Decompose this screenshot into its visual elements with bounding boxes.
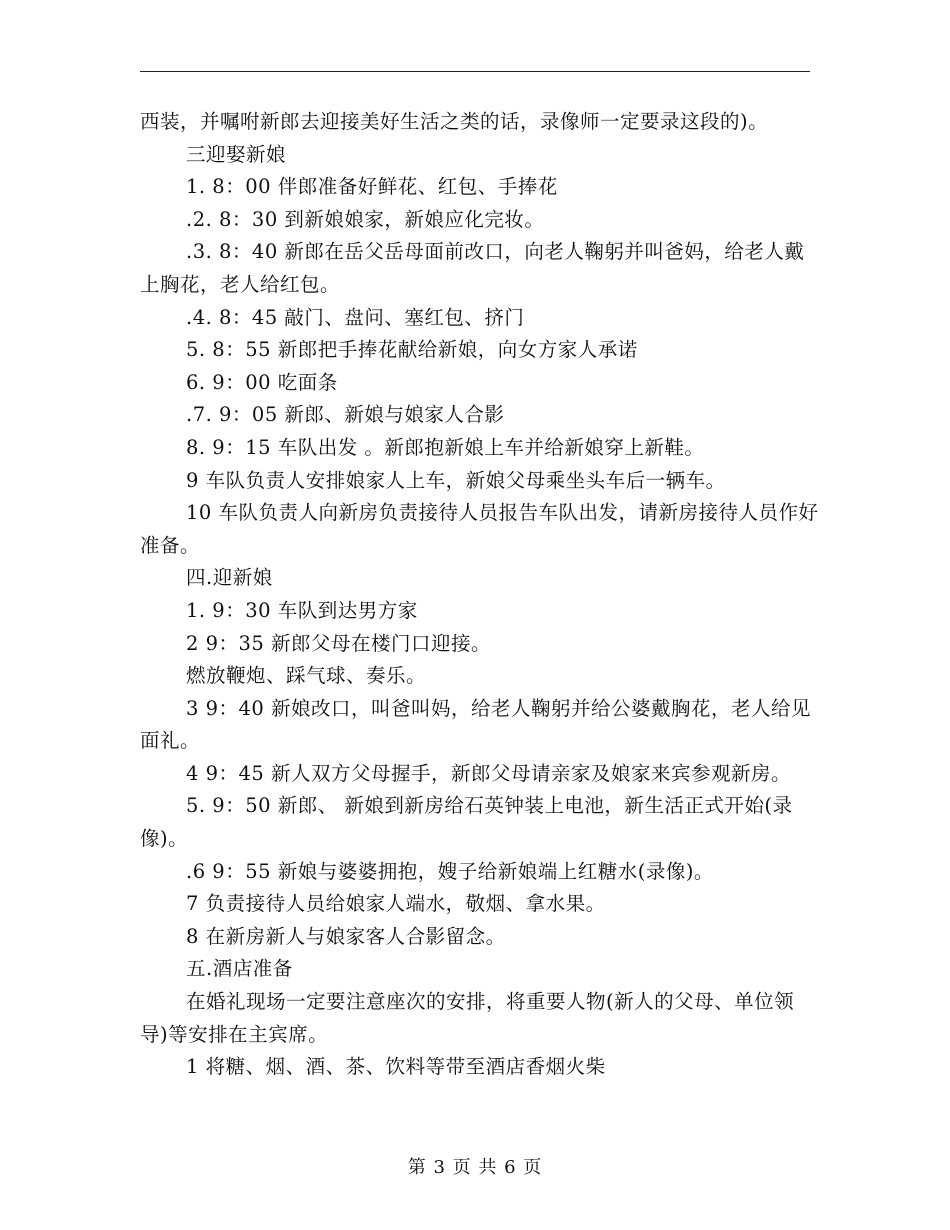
paragraph: 2 9：35 新郎父母在楼门口迎接。 (186, 631, 492, 655)
paragraph: 5. 9：50 新郎、 新娘到新房给石英钟装上电池，新生活正式开始(录像)。 (140, 794, 793, 851)
document-body (140, 106, 820, 1084)
paragraph: 5. 8：55 新郎把手捧花献给新娘，向女方家人承诺 (186, 338, 638, 362)
paragraph: 四.迎新娘 (186, 566, 273, 590)
paragraph: .3. 8：40 新郎在岳父岳母面前改口，向老人鞠躬并叫爸妈，给老人戴上胸花，老人给红包。 (140, 240, 805, 296)
paragraph: 7 负责接待人员给娘家人端水，敬烟、拿水果。 (186, 892, 606, 916)
paragraph: .7. 9：05 新郎、新娘与娘家人合影 (186, 403, 505, 427)
paragraph: 三迎娶新娘 (186, 142, 287, 166)
paragraph: 西装，并嘱咐新郎去迎接美好生活之类的话，录像师一定要录这段的)。 (140, 110, 769, 133)
paragraph: 1 将糖、烟、酒、茶、饮料等带至酒店香烟火柴 (186, 1055, 606, 1079)
paragraph: 在婚礼现场一定要注意座次的安排，将重要人物(新人的父母、单位领导)等安排在主宾席。 (140, 990, 795, 1046)
paragraph: 燃放鞭炮、踩气球、奏乐。 (186, 664, 427, 688)
paragraph: 8. 9：15 车队出发 。新郎抱新娘上车并给新娘穿上新鞋。 (186, 435, 705, 459)
paragraph: .4. 8：45 敲门、盘问、塞红包、挤门 (186, 305, 525, 329)
page-footer: 第 3 页 共 6 页 (407, 1157, 543, 1178)
paragraph: 9 车队负责人安排娘家人上车，新娘父母乘坐头车后一辆车。 (186, 468, 726, 492)
header-rule (140, 71, 810, 72)
paragraph: 10 车队负责人向新房负责接待人员报告车队出发，请新房接待人员作好准备。 (140, 501, 819, 557)
paragraph: .6 9：55 新娘与婆婆拥抱，嫂子给新娘端上红糖水(录像)。 (186, 859, 714, 883)
paragraph: 3 9：40 新娘改口，叫爸叫妈，给老人鞠躬并给公婆戴胸花，老人给见面礼。 (140, 696, 812, 753)
paragraph: 1. 9：30 车队到达男方家 (186, 598, 418, 622)
paragraph: .2. 8：30 到新娘娘家，新娘应化完妆。 (186, 207, 545, 231)
paragraph: 4 9：45 新人双方父母握手，新郎父母请亲家及娘家来宾参观新房。 (186, 761, 792, 785)
paragraph: 五.酒店准备 (186, 957, 293, 981)
paragraph: 6. 9：00 吃面条 (186, 370, 338, 394)
paragraph: 8 在新房新人与娘家客人合影留念。 (186, 924, 506, 948)
paragraph: 1. 8：00 伴郎准备好鲜花、红包、手捧花 (186, 175, 558, 199)
